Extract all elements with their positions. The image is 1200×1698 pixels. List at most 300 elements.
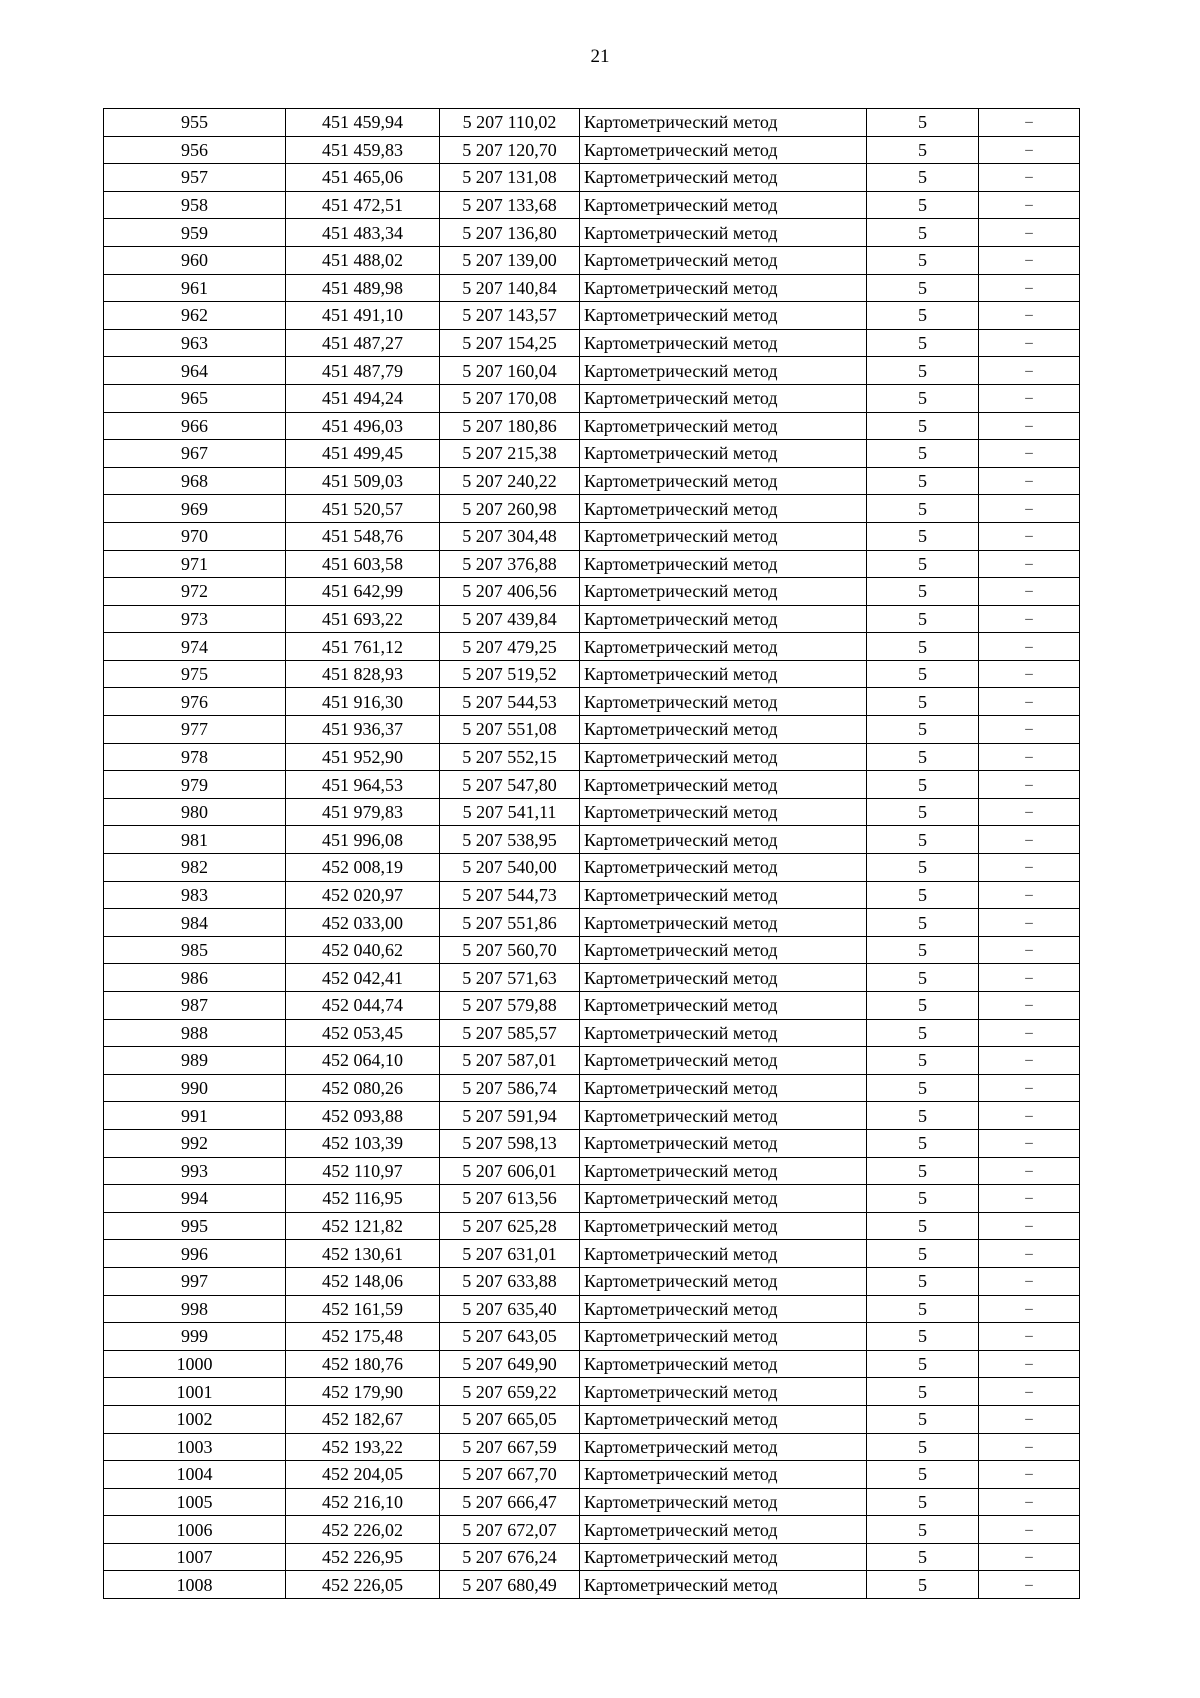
method-cell: Картометрический метод	[580, 633, 867, 661]
accuracy-cell: 5	[867, 329, 979, 357]
table-row	[104, 329, 1080, 357]
note-cell: –	[979, 1516, 1080, 1544]
y-coordinate-cell: 5 207 544,53	[440, 688, 580, 716]
note-cell: –	[979, 412, 1080, 440]
table-row	[104, 246, 1080, 274]
y-coordinate-cell: 5 207 586,74	[440, 1074, 580, 1102]
point-number-cell: 1003	[104, 1433, 286, 1461]
method-cell: Картометрический метод	[580, 798, 867, 826]
point-number-cell: 991	[104, 1102, 286, 1130]
note-cell: –	[979, 1461, 1080, 1489]
table-row	[104, 495, 1080, 523]
y-coordinate-cell: 5 207 676,24	[440, 1543, 580, 1571]
y-coordinate-cell: 5 207 170,08	[440, 384, 580, 412]
accuracy-cell: 5	[867, 357, 979, 385]
y-coordinate-cell: 5 207 585,57	[440, 1019, 580, 1047]
x-coordinate-cell: 451 496,03	[286, 412, 440, 440]
x-coordinate-cell: 451 465,06	[286, 164, 440, 192]
method-cell: Картометрический метод	[580, 1378, 867, 1406]
y-coordinate-cell: 5 207 139,00	[440, 246, 580, 274]
point-number-cell: 988	[104, 1019, 286, 1047]
x-coordinate-cell: 451 494,24	[286, 384, 440, 412]
table-row	[104, 964, 1080, 992]
accuracy-cell: 5	[867, 219, 979, 247]
method-cell: Картометрический метод	[580, 826, 867, 854]
x-coordinate-cell: 451 952,90	[286, 743, 440, 771]
point-number-cell: 1004	[104, 1461, 286, 1489]
accuracy-cell: 5	[867, 1074, 979, 1102]
note-cell: –	[979, 1543, 1080, 1571]
note-cell: –	[979, 467, 1080, 495]
y-coordinate-cell: 5 207 154,25	[440, 329, 580, 357]
point-number-cell: 976	[104, 688, 286, 716]
table-row	[104, 1157, 1080, 1185]
y-coordinate-cell: 5 207 667,70	[440, 1461, 580, 1489]
table-row	[104, 274, 1080, 302]
x-coordinate-cell: 451 996,08	[286, 826, 440, 854]
table-row	[104, 1461, 1080, 1489]
accuracy-cell: 5	[867, 1047, 979, 1075]
method-cell: Картометрический метод	[580, 1433, 867, 1461]
y-coordinate-cell: 5 207 560,70	[440, 936, 580, 964]
method-cell: Картометрический метод	[580, 550, 867, 578]
x-coordinate-cell: 451 964,53	[286, 771, 440, 799]
x-coordinate-cell: 452 116,95	[286, 1185, 440, 1213]
accuracy-cell: 5	[867, 1571, 979, 1599]
x-coordinate-cell: 451 916,30	[286, 688, 440, 716]
y-coordinate-cell: 5 207 672,07	[440, 1516, 580, 1544]
point-number-cell: 981	[104, 826, 286, 854]
method-cell: Картометрический метод	[580, 771, 867, 799]
table-row	[104, 854, 1080, 882]
method-cell: Картометрический метод	[580, 495, 867, 523]
point-number-cell: 1007	[104, 1543, 286, 1571]
x-coordinate-cell: 451 509,03	[286, 467, 440, 495]
point-number-cell: 994	[104, 1185, 286, 1213]
table-row	[104, 109, 1080, 137]
point-number-cell: 979	[104, 771, 286, 799]
table-row	[104, 1185, 1080, 1213]
method-cell: Картометрический метод	[580, 1240, 867, 1268]
point-number-cell: 964	[104, 357, 286, 385]
x-coordinate-cell: 451 487,27	[286, 329, 440, 357]
y-coordinate-cell: 5 207 376,88	[440, 550, 580, 578]
method-cell: Картометрический метод	[580, 743, 867, 771]
y-coordinate-cell: 5 207 439,84	[440, 605, 580, 633]
method-cell: Картометрический метод	[580, 1047, 867, 1075]
y-coordinate-cell: 5 207 613,56	[440, 1185, 580, 1213]
method-cell: Картометрический метод	[580, 1129, 867, 1157]
accuracy-cell: 5	[867, 854, 979, 882]
point-number-cell: 1006	[104, 1516, 286, 1544]
note-cell: –	[979, 1157, 1080, 1185]
method-cell: Картометрический метод	[580, 964, 867, 992]
point-number-cell: 980	[104, 798, 286, 826]
accuracy-cell: 5	[867, 467, 979, 495]
point-number-cell: 968	[104, 467, 286, 495]
note-cell: –	[979, 1350, 1080, 1378]
accuracy-cell: 5	[867, 1019, 979, 1047]
y-coordinate-cell: 5 207 540,00	[440, 854, 580, 882]
method-cell: Картометрический метод	[580, 219, 867, 247]
method-cell: Картометрический метод	[580, 688, 867, 716]
table-row	[104, 357, 1080, 385]
accuracy-cell: 5	[867, 1516, 979, 1544]
table-row	[104, 881, 1080, 909]
table-row	[104, 384, 1080, 412]
table-row	[104, 578, 1080, 606]
x-coordinate-cell: 452 226,95	[286, 1543, 440, 1571]
table-row	[104, 1516, 1080, 1544]
point-number-cell: 1000	[104, 1350, 286, 1378]
accuracy-cell: 5	[867, 412, 979, 440]
y-coordinate-cell: 5 207 587,01	[440, 1047, 580, 1075]
method-cell: Картометрический метод	[580, 716, 867, 744]
y-coordinate-cell: 5 207 633,88	[440, 1267, 580, 1295]
table-row	[104, 164, 1080, 192]
note-cell: –	[979, 798, 1080, 826]
y-coordinate-cell: 5 207 544,73	[440, 881, 580, 909]
method-cell: Картометрический метод	[580, 274, 867, 302]
method-cell: Картометрический метод	[580, 1267, 867, 1295]
point-number-cell: 965	[104, 384, 286, 412]
x-coordinate-cell: 451 489,98	[286, 274, 440, 302]
accuracy-cell: 5	[867, 274, 979, 302]
table-row	[104, 605, 1080, 633]
y-coordinate-cell: 5 207 551,86	[440, 909, 580, 937]
note-cell: –	[979, 522, 1080, 550]
table-row	[104, 1323, 1080, 1351]
method-cell: Картометрический метод	[580, 881, 867, 909]
x-coordinate-cell: 451 472,51	[286, 191, 440, 219]
x-coordinate-cell: 451 499,45	[286, 440, 440, 468]
x-coordinate-cell: 452 044,74	[286, 992, 440, 1020]
page-number: 21	[590, 46, 610, 67]
y-coordinate-cell: 5 207 665,05	[440, 1405, 580, 1433]
point-number-cell: 975	[104, 660, 286, 688]
x-coordinate-cell: 452 193,22	[286, 1433, 440, 1461]
note-cell: –	[979, 302, 1080, 330]
point-number-cell: 974	[104, 633, 286, 661]
y-coordinate-cell: 5 207 519,52	[440, 660, 580, 688]
method-cell: Картометрический метод	[580, 660, 867, 688]
accuracy-cell: 5	[867, 246, 979, 274]
y-coordinate-cell: 5 207 133,68	[440, 191, 580, 219]
y-coordinate-cell: 5 207 680,49	[440, 1571, 580, 1599]
point-number-cell: 985	[104, 936, 286, 964]
point-number-cell: 984	[104, 909, 286, 937]
method-cell: Картометрический метод	[580, 854, 867, 882]
point-number-cell: 997	[104, 1267, 286, 1295]
table-row	[104, 191, 1080, 219]
point-number-cell: 957	[104, 164, 286, 192]
point-number-cell: 982	[104, 854, 286, 882]
point-number-cell: 1001	[104, 1378, 286, 1406]
point-number-cell: 992	[104, 1129, 286, 1157]
table-row	[104, 1571, 1080, 1599]
y-coordinate-cell: 5 207 160,04	[440, 357, 580, 385]
x-coordinate-cell: 451 693,22	[286, 605, 440, 633]
table-row	[104, 1129, 1080, 1157]
method-cell: Картометрический метод	[580, 440, 867, 468]
note-cell: –	[979, 936, 1080, 964]
note-cell: –	[979, 357, 1080, 385]
note-cell: –	[979, 1212, 1080, 1240]
note-cell: –	[979, 771, 1080, 799]
table-row	[104, 302, 1080, 330]
method-cell: Картометрический метод	[580, 302, 867, 330]
method-cell: Картометрический метод	[580, 1185, 867, 1213]
table-row	[104, 992, 1080, 1020]
method-cell: Картометрический метод	[580, 522, 867, 550]
point-number-cell: 993	[104, 1157, 286, 1185]
x-coordinate-cell: 452 204,05	[286, 1461, 440, 1489]
y-coordinate-cell: 5 207 551,08	[440, 716, 580, 744]
y-coordinate-cell: 5 207 666,47	[440, 1488, 580, 1516]
point-number-cell: 960	[104, 246, 286, 274]
accuracy-cell: 5	[867, 660, 979, 688]
x-coordinate-cell: 451 459,94	[286, 109, 440, 137]
table-row	[104, 1019, 1080, 1047]
x-coordinate-cell: 451 548,76	[286, 522, 440, 550]
accuracy-cell: 5	[867, 798, 979, 826]
point-number-cell: 1008	[104, 1571, 286, 1599]
table-row	[104, 1488, 1080, 1516]
accuracy-cell: 5	[867, 688, 979, 716]
method-cell: Картометрический метод	[580, 909, 867, 937]
y-coordinate-cell: 5 207 140,84	[440, 274, 580, 302]
table-row	[104, 522, 1080, 550]
point-number-cell: 990	[104, 1074, 286, 1102]
note-cell: –	[979, 633, 1080, 661]
point-number-cell: 970	[104, 522, 286, 550]
y-coordinate-cell: 5 207 649,90	[440, 1350, 580, 1378]
y-coordinate-cell: 5 207 120,70	[440, 136, 580, 164]
accuracy-cell: 5	[867, 384, 979, 412]
accuracy-cell: 5	[867, 1295, 979, 1323]
point-number-cell: 958	[104, 191, 286, 219]
coordinates-table	[103, 108, 1080, 1599]
y-coordinate-cell: 5 207 635,40	[440, 1295, 580, 1323]
x-coordinate-cell: 451 483,34	[286, 219, 440, 247]
point-number-cell: 977	[104, 716, 286, 744]
table-row	[104, 136, 1080, 164]
table-row	[104, 936, 1080, 964]
method-cell: Картометрический метод	[580, 1212, 867, 1240]
point-number-cell: 966	[104, 412, 286, 440]
y-coordinate-cell: 5 207 625,28	[440, 1212, 580, 1240]
accuracy-cell: 5	[867, 164, 979, 192]
note-cell: –	[979, 1433, 1080, 1461]
method-cell: Картометрический метод	[580, 1323, 867, 1351]
table-row	[104, 550, 1080, 578]
y-coordinate-cell: 5 207 110,02	[440, 109, 580, 137]
table-row	[104, 826, 1080, 854]
note-cell: –	[979, 1488, 1080, 1516]
accuracy-cell: 5	[867, 743, 979, 771]
note-cell: –	[979, 716, 1080, 744]
point-number-cell: 972	[104, 578, 286, 606]
note-cell: –	[979, 743, 1080, 771]
point-number-cell: 983	[104, 881, 286, 909]
y-coordinate-cell: 5 207 215,38	[440, 440, 580, 468]
table-row	[104, 1405, 1080, 1433]
note-cell: –	[979, 1047, 1080, 1075]
note-cell: –	[979, 495, 1080, 523]
table-row	[104, 909, 1080, 937]
note-cell: –	[979, 1019, 1080, 1047]
accuracy-cell: 5	[867, 1212, 979, 1240]
y-coordinate-cell: 5 207 131,08	[440, 164, 580, 192]
y-coordinate-cell: 5 207 136,80	[440, 219, 580, 247]
x-coordinate-cell: 451 520,57	[286, 495, 440, 523]
accuracy-cell: 5	[867, 1488, 979, 1516]
method-cell: Картометрический метод	[580, 1295, 867, 1323]
note-cell: –	[979, 1129, 1080, 1157]
note-cell: –	[979, 1295, 1080, 1323]
table-row	[104, 1543, 1080, 1571]
table-row	[104, 467, 1080, 495]
note-cell: –	[979, 136, 1080, 164]
table-row	[104, 660, 1080, 688]
y-coordinate-cell: 5 207 538,95	[440, 826, 580, 854]
method-cell: Картометрический метод	[580, 1516, 867, 1544]
y-coordinate-cell: 5 207 631,01	[440, 1240, 580, 1268]
x-coordinate-cell: 452 064,10	[286, 1047, 440, 1075]
point-number-cell: 996	[104, 1240, 286, 1268]
note-cell: –	[979, 1185, 1080, 1213]
method-cell: Картометрический метод	[580, 992, 867, 1020]
y-coordinate-cell: 5 207 667,59	[440, 1433, 580, 1461]
x-coordinate-cell: 452 040,62	[286, 936, 440, 964]
method-cell: Картометрический метод	[580, 1543, 867, 1571]
x-coordinate-cell: 451 642,99	[286, 578, 440, 606]
point-number-cell: 973	[104, 605, 286, 633]
table-row	[104, 633, 1080, 661]
accuracy-cell: 5	[867, 1323, 979, 1351]
x-coordinate-cell: 452 161,59	[286, 1295, 440, 1323]
method-cell: Картометрический метод	[580, 1157, 867, 1185]
point-number-cell: 989	[104, 1047, 286, 1075]
x-coordinate-cell: 452 121,82	[286, 1212, 440, 1240]
note-cell: –	[979, 109, 1080, 137]
y-coordinate-cell: 5 207 260,98	[440, 495, 580, 523]
table-row	[104, 1047, 1080, 1075]
note-cell: –	[979, 1074, 1080, 1102]
point-number-cell: 956	[104, 136, 286, 164]
accuracy-cell: 5	[867, 1102, 979, 1130]
y-coordinate-cell: 5 207 598,13	[440, 1129, 580, 1157]
note-cell: –	[979, 1571, 1080, 1599]
x-coordinate-cell: 451 487,79	[286, 357, 440, 385]
note-cell: –	[979, 1267, 1080, 1295]
accuracy-cell: 5	[867, 136, 979, 164]
x-coordinate-cell: 452 110,97	[286, 1157, 440, 1185]
point-number-cell: 971	[104, 550, 286, 578]
y-coordinate-cell: 5 207 606,01	[440, 1157, 580, 1185]
method-cell: Картометрический метод	[580, 384, 867, 412]
note-cell: –	[979, 1378, 1080, 1406]
point-number-cell: 962	[104, 302, 286, 330]
note-cell: –	[979, 881, 1080, 909]
note-cell: –	[979, 550, 1080, 578]
table-row	[104, 1267, 1080, 1295]
accuracy-cell: 5	[867, 1433, 979, 1461]
accuracy-cell: 5	[867, 495, 979, 523]
x-coordinate-cell: 451 761,12	[286, 633, 440, 661]
accuracy-cell: 5	[867, 302, 979, 330]
x-coordinate-cell: 451 828,93	[286, 660, 440, 688]
y-coordinate-cell: 5 207 143,57	[440, 302, 580, 330]
point-number-cell: 978	[104, 743, 286, 771]
point-number-cell: 1005	[104, 1488, 286, 1516]
y-coordinate-cell: 5 207 579,88	[440, 992, 580, 1020]
accuracy-cell: 5	[867, 716, 979, 744]
note-cell: –	[979, 274, 1080, 302]
note-cell: –	[979, 329, 1080, 357]
note-cell: –	[979, 440, 1080, 468]
x-coordinate-cell: 452 130,61	[286, 1240, 440, 1268]
accuracy-cell: 5	[867, 605, 979, 633]
accuracy-cell: 5	[867, 771, 979, 799]
x-coordinate-cell: 452 216,10	[286, 1488, 440, 1516]
accuracy-cell: 5	[867, 964, 979, 992]
point-number-cell: 955	[104, 109, 286, 137]
table-row	[104, 1433, 1080, 1461]
x-coordinate-cell: 451 936,37	[286, 716, 440, 744]
table-row	[104, 1102, 1080, 1130]
coordinates-table-body	[104, 109, 1080, 1599]
accuracy-cell: 5	[867, 1240, 979, 1268]
x-coordinate-cell: 452 053,45	[286, 1019, 440, 1047]
x-coordinate-cell: 452 020,97	[286, 881, 440, 909]
x-coordinate-cell: 452 175,48	[286, 1323, 440, 1351]
table-row	[104, 219, 1080, 247]
accuracy-cell: 5	[867, 578, 979, 606]
method-cell: Картометрический метод	[580, 1461, 867, 1489]
table-row	[104, 1350, 1080, 1378]
method-cell: Картометрический метод	[580, 1488, 867, 1516]
x-coordinate-cell: 452 180,76	[286, 1350, 440, 1378]
note-cell: –	[979, 909, 1080, 937]
note-cell: –	[979, 219, 1080, 247]
table-row	[104, 1295, 1080, 1323]
y-coordinate-cell: 5 207 240,22	[440, 467, 580, 495]
method-cell: Картометрический метод	[580, 109, 867, 137]
table-row	[104, 1240, 1080, 1268]
accuracy-cell: 5	[867, 992, 979, 1020]
note-cell: –	[979, 1405, 1080, 1433]
y-coordinate-cell: 5 207 304,48	[440, 522, 580, 550]
note-cell: –	[979, 384, 1080, 412]
method-cell: Картометрический метод	[580, 1102, 867, 1130]
accuracy-cell: 5	[867, 109, 979, 137]
note-cell: –	[979, 1240, 1080, 1268]
method-cell: Картометрический метод	[580, 578, 867, 606]
point-number-cell: 998	[104, 1295, 286, 1323]
x-coordinate-cell: 452 033,00	[286, 909, 440, 937]
method-cell: Картометрический метод	[580, 164, 867, 192]
y-coordinate-cell: 5 207 541,11	[440, 798, 580, 826]
point-number-cell: 987	[104, 992, 286, 1020]
x-coordinate-cell: 452 179,90	[286, 1378, 440, 1406]
accuracy-cell: 5	[867, 550, 979, 578]
x-coordinate-cell: 452 226,05	[286, 1571, 440, 1599]
note-cell: –	[979, 164, 1080, 192]
accuracy-cell: 5	[867, 1350, 979, 1378]
method-cell: Картометрический метод	[580, 936, 867, 964]
point-number-cell: 961	[104, 274, 286, 302]
